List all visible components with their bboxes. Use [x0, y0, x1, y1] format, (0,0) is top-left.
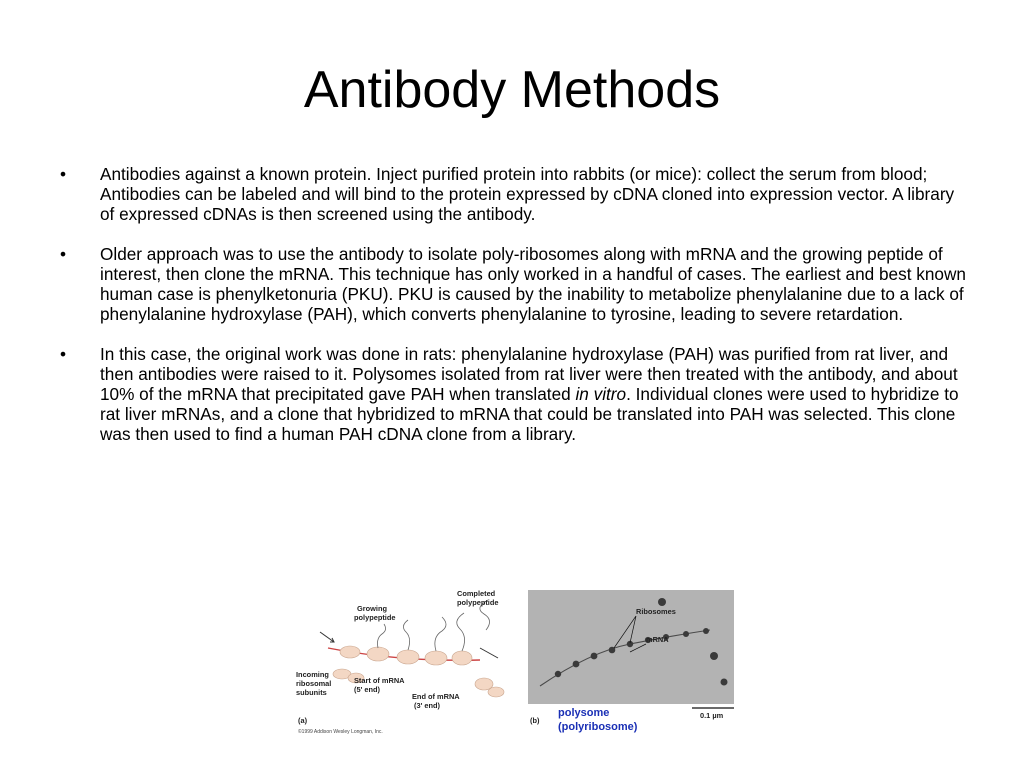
panel-a-letter: (a) — [298, 716, 308, 725]
ribosome-shape — [397, 650, 419, 664]
completed-label-line2: polypeptide — [457, 598, 499, 607]
ribosomes-label: Ribosomes — [636, 607, 676, 616]
growing-label-line2: polypeptide — [354, 613, 396, 622]
mrna-label: mRNA — [646, 635, 669, 644]
copyright-text: ©1999 Addison Wesley Longman, Inc. — [298, 729, 383, 735]
ribosome-shape — [425, 651, 447, 665]
growing-label-line1: Growing — [357, 604, 387, 613]
bullet-italic-text: in vitro — [575, 384, 627, 404]
bullet-text: Antibodies against a known protein. Inject purified protein into rabbits (or mice): collect the serum from blood; Antibodies can be labeled and will bind to the protein expressed by cDNA cloned into expression vector. A library of expressed cDNAs is then screened using the antibody. — [100, 164, 955, 224]
ribosome-shape — [340, 646, 360, 658]
micrograph-ribosome — [710, 652, 718, 660]
end-label-line1: End of mRNA — [412, 692, 460, 701]
start-label-line1: Start of mRNA — [354, 676, 405, 685]
panel-b-micrograph — [528, 590, 734, 733]
bullet-list — [60, 164, 972, 464]
bullet-item — [60, 344, 972, 444]
start-label-line2: (5' end) — [354, 685, 380, 694]
ribosome-shape — [452, 651, 472, 665]
slide-title: Antibody Methods — [303, 61, 721, 119]
bullet-marker: • — [60, 344, 67, 364]
micrograph-ribosome — [573, 661, 580, 668]
end-label-line2: (3' end) — [414, 701, 440, 710]
bullet-text: Older approach was to use the antibody to isolate poly-ribosomes along with mRNA and the growing peptide of interest, then clone the mRNA. This technique has only worked in a handful of cases. The earliest and best known human case is phenylketonuria (PKU). PKU is caused by the inability to metabolize phenylalanine due to a lack of phenylalanine hydroxylase (PAH), which converts phenylalanine to tyrosine, leading to severe retardation. — [100, 244, 966, 324]
incoming-label-line1: Incoming — [296, 670, 329, 679]
bullet-item — [60, 164, 972, 224]
micrograph-ribosome — [658, 598, 666, 606]
panel-b-letter: (b) — [530, 716, 540, 725]
micrograph-ribosome — [683, 631, 689, 637]
incoming-label-line3: subunits — [296, 688, 327, 697]
polypeptide-chain — [457, 613, 465, 651]
incoming-label-line2: ribosomal — [296, 679, 332, 688]
polysome-caption-line2: (polyribosome) — [558, 721, 638, 733]
bullet-marker: • — [60, 164, 67, 184]
micrograph-ribosome — [721, 679, 728, 686]
bullet-text: In this case, the original work was done in rats: phenylalanine hydroxylase (PAH) was purified from rat liver, and then antibodies were raised to it. Polysomes isolated from rat liver were then treated with the antibody, and about 10% of the mRNA that precipitated gave PAH when translated — [100, 344, 958, 404]
polysome-figure-svg — [290, 582, 740, 742]
bullet-text-continued: . Individual clones were used to hybridize to rat liver mRNAs, and a clone that hybridized to mRNA that could be translated into PAH was selected. This clone was then used to find a human PAH cDNA clone from a library. — [100, 384, 959, 444]
micrograph-ribosome — [703, 628, 709, 634]
polypeptide-chain — [403, 620, 409, 650]
polypeptide-chain — [378, 624, 386, 648]
bullet-item — [60, 244, 972, 324]
micrograph-ribosome — [591, 653, 598, 660]
outgoing-arrow — [480, 648, 498, 658]
incoming-arrow — [320, 632, 334, 642]
completed-label-line1: Completed — [457, 589, 496, 598]
bullet-marker: • — [60, 244, 67, 264]
scale-label: 0.1 µm — [700, 711, 724, 720]
ribosome-shape — [367, 647, 389, 661]
polysome-figure — [290, 582, 740, 742]
polypeptide-chain — [435, 617, 446, 651]
ribosome-shape — [488, 687, 504, 697]
micrograph-ribosome — [555, 671, 561, 677]
polysome-caption-line1: polysome — [558, 707, 610, 719]
panel-a-diagram — [296, 589, 504, 735]
